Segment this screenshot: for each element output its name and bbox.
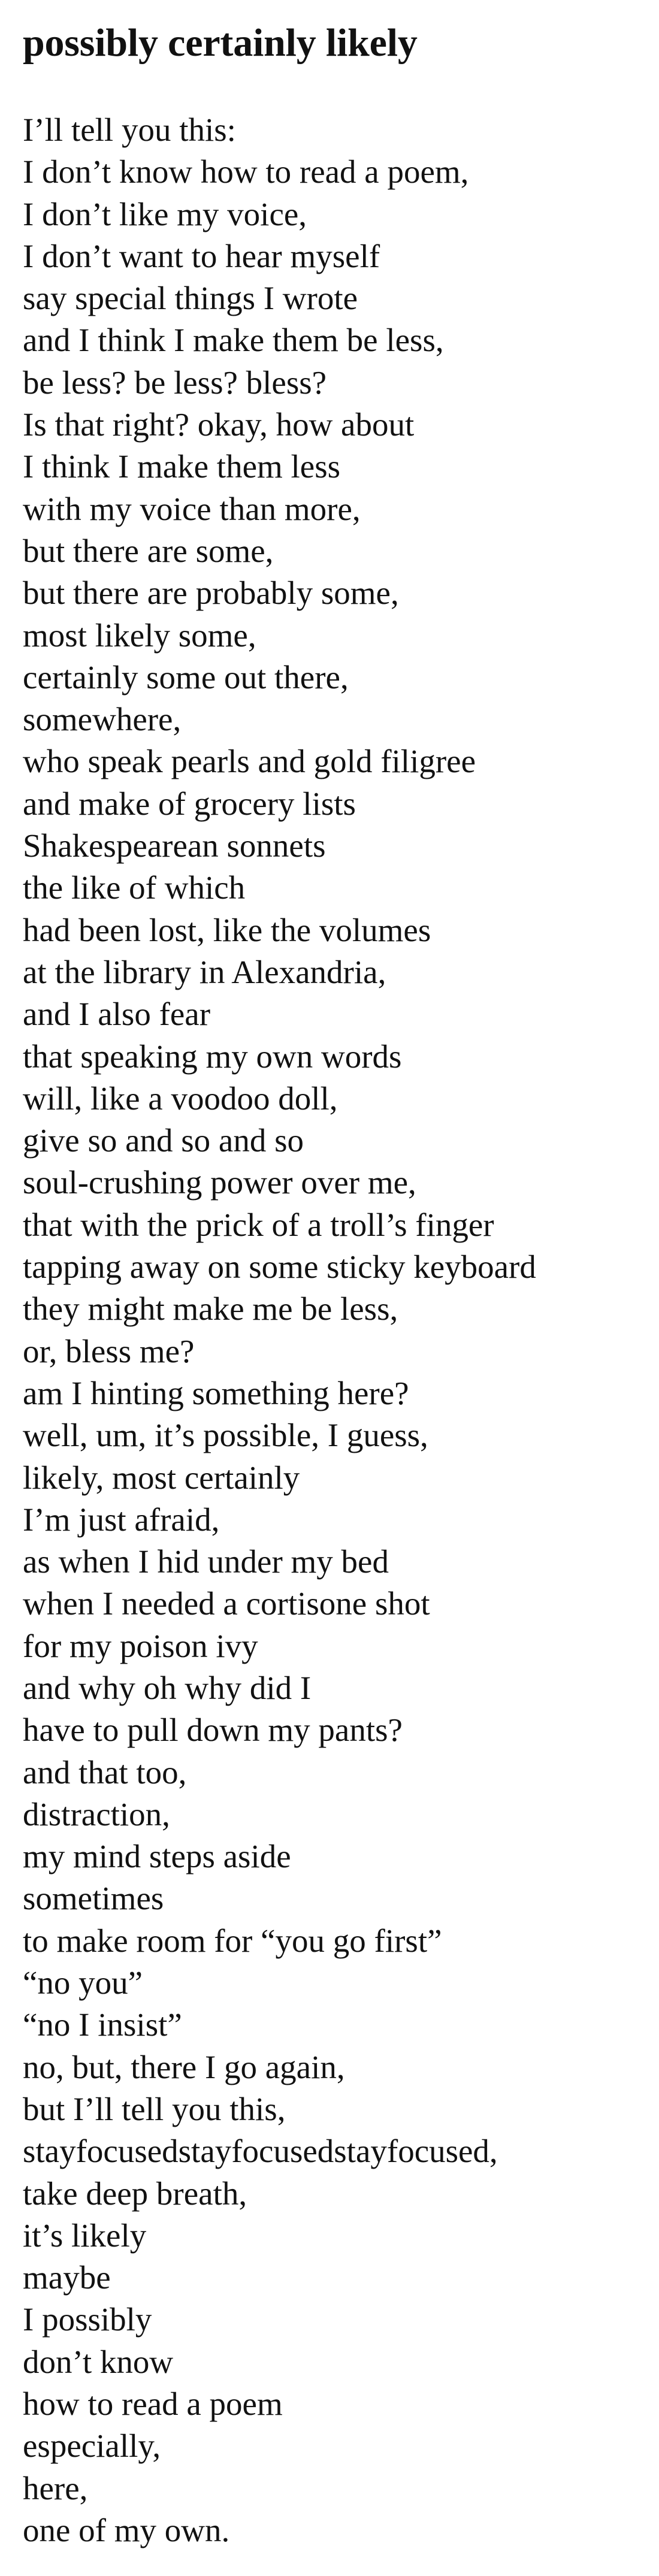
poem-line: maybe bbox=[23, 2259, 111, 2296]
poem-line: that with the prick of a troll’s finger bbox=[23, 1206, 494, 1243]
poem-line: give so and so and so bbox=[23, 1122, 304, 1159]
poem-line: I don’t like my voice, bbox=[23, 195, 307, 232]
poem-line: will, like a voodoo doll, bbox=[23, 1080, 338, 1117]
poem-line: I don’t know how to read a poem, bbox=[23, 153, 469, 191]
poem-line: most likely some, bbox=[23, 616, 256, 654]
poem-line: and I think I make them be less, bbox=[23, 322, 444, 359]
poem-line: soul-crushing power over me, bbox=[23, 1164, 416, 1201]
poem-line: no, but, there I go again, bbox=[23, 2048, 345, 2085]
poem-line: Is that right? okay, how about bbox=[23, 406, 415, 443]
poem-line: had been lost, like the volumes bbox=[23, 911, 431, 948]
poem-line: I’m just afraid, bbox=[23, 1501, 220, 1538]
poem-line: as when I hid under my bed bbox=[23, 1543, 389, 1580]
poem-line: and that too, bbox=[23, 1753, 187, 1791]
poem-line: take deep breath, bbox=[23, 2175, 247, 2212]
poem-line: when I needed a cortisone shot bbox=[23, 1585, 430, 1622]
poem-line: Shakespearean sonnets bbox=[23, 827, 326, 864]
poem-line: distraction, bbox=[23, 1795, 170, 1833]
poem-line: but there are some, bbox=[23, 532, 274, 569]
poem-line: and I also fear bbox=[23, 996, 211, 1033]
poem-line: and why oh why did I bbox=[23, 1669, 312, 1706]
poem-line: and make of grocery lists bbox=[23, 785, 356, 822]
poem-line: it’s likely bbox=[23, 2217, 147, 2254]
poem-line: but there are probably some, bbox=[23, 575, 399, 612]
poem-line: be less? be less? bless? bbox=[23, 364, 327, 401]
poem-line: who speak pearls and gold filigree bbox=[23, 743, 476, 780]
poem-line: certainly some out there, bbox=[23, 658, 349, 696]
poem-line: how to read a poem bbox=[23, 2385, 283, 2423]
poem-title: possibly certainly likely bbox=[23, 21, 418, 65]
poem-line: sometimes bbox=[23, 1880, 164, 1917]
poem-line: likely, most certainly bbox=[23, 1459, 300, 1496]
poem-line: with my voice than more, bbox=[23, 490, 361, 527]
poem-line: I think I make them less bbox=[23, 448, 341, 485]
poem-line: here, bbox=[23, 2469, 88, 2507]
poem-line: the like of which bbox=[23, 869, 246, 906]
poem-line: my mind steps aside bbox=[23, 1838, 291, 1875]
poem-line: for my poison ivy bbox=[23, 1627, 258, 1664]
poem-line: well, um, it’s possible, I guess, bbox=[23, 1417, 428, 1454]
poem-line: am I hinting something here? bbox=[23, 1374, 409, 1411]
poem-line: one of my own. bbox=[23, 2511, 230, 2548]
poem-line: especially, bbox=[23, 2427, 161, 2465]
poem-line: at the library in Alexandria, bbox=[23, 953, 386, 990]
poem-line: stayfocusedstayfocusedstayfocused, bbox=[23, 2133, 498, 2170]
poem-line: “no you” bbox=[23, 1964, 143, 2001]
poem-line: tapping away on some sticky keyboard bbox=[23, 1248, 536, 1286]
poem-line: I’ll tell you this: bbox=[23, 111, 236, 148]
poem-line: “no I insist” bbox=[23, 2006, 182, 2043]
poem-line: they might make me be less, bbox=[23, 1290, 398, 1328]
poem-line: that speaking my own words bbox=[23, 1038, 402, 1075]
poem-line: have to pull down my pants? bbox=[23, 1712, 403, 1749]
poem-line: or, bless me? bbox=[23, 1332, 195, 1369]
poem-line: somewhere, bbox=[23, 701, 182, 738]
poem-line: I don’t want to hear myself bbox=[23, 237, 380, 274]
poem-body bbox=[23, 109, 636, 2551]
poem-line: but I’ll tell you this, bbox=[23, 2090, 286, 2127]
poem-line: I possibly bbox=[23, 2301, 152, 2338]
poem-line: to make room for “you go first” bbox=[23, 1922, 442, 1959]
poem-line: don’t know bbox=[23, 2343, 174, 2380]
poem-line: say special things I wrote bbox=[23, 280, 358, 317]
